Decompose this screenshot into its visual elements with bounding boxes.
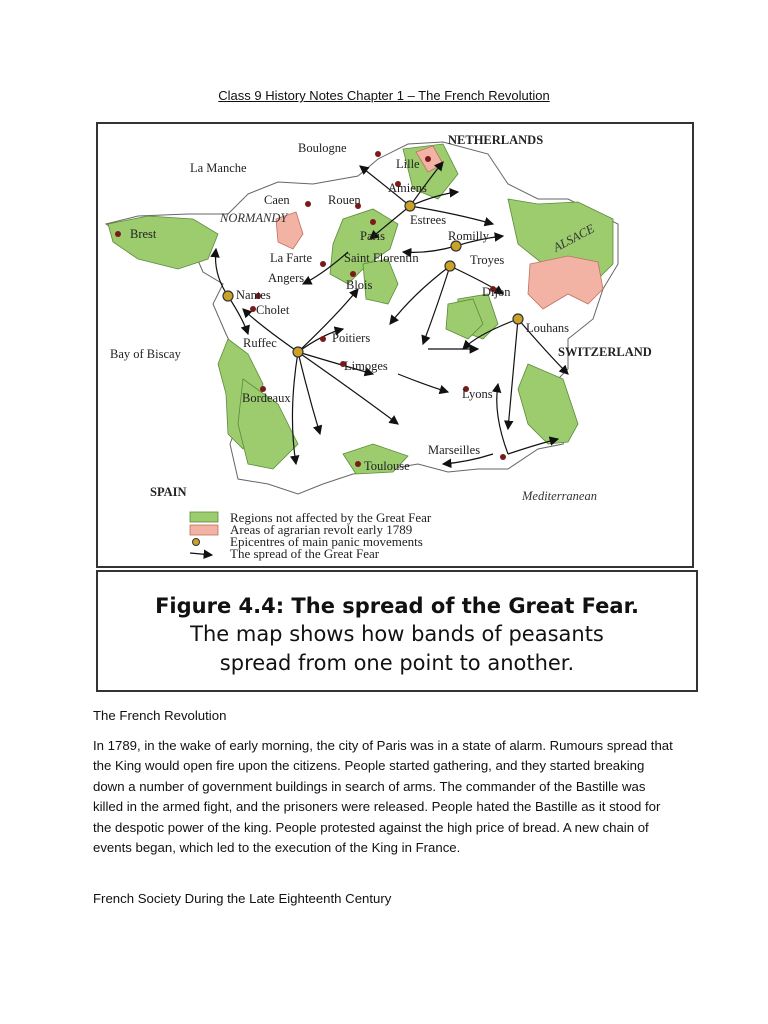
label-lyons: Lyons — [462, 387, 493, 401]
label-spain: SPAIN — [150, 485, 187, 499]
great-fear-map — [96, 122, 694, 568]
label-brest: Brest — [130, 227, 157, 241]
label-la-manche: La Manche — [190, 161, 247, 175]
label-marseilles: Marseilles — [428, 443, 481, 457]
figure-caption — [96, 570, 698, 692]
label-cholet: Cholet — [256, 303, 290, 317]
map-svg — [98, 124, 692, 566]
label-caen: Caen — [264, 193, 290, 207]
label-bordeaux: Bordeaux — [242, 391, 291, 405]
legend-arrow-icon — [190, 553, 212, 555]
label-poitiers: Poitiers — [332, 331, 371, 345]
figure-title: Figure 4.4: The spread of the Great Fear. — [155, 594, 639, 618]
label-angers: Angers — [268, 271, 305, 285]
label-romilly: Romilly — [448, 229, 489, 243]
legend-swatch-revolt — [190, 525, 218, 535]
label-louhans: Louhans — [526, 321, 570, 335]
france-outline — [106, 142, 618, 494]
page-title-text: Class 9 History Notes Chapter 1 – The French Revolution — [218, 88, 550, 103]
paragraph-1789: In 1789, in the wake of early morning, the city of Paris was in a state of alarm. Rumours spread that the King would open fire upon the citizens. People started gathering, and they started breaking down a number of government buildings in search of arms. The commander of the Bastille was killed in the armed fight, and the prisoners were released. People hated the Bastille as it stood for the despotic power of the king. People protested against the high price of bread. A new chain of events began, which led to the execution of the King in France. — [93, 738, 673, 856]
legend-item-unaffected: Regions not affected by the Great Fear — [230, 510, 432, 525]
label-la-farte: La Farte — [270, 251, 312, 265]
legend-swatch-unaffected — [190, 512, 218, 522]
label-limoges: Limoges — [344, 359, 388, 373]
label-blois: Blois — [346, 278, 373, 292]
page-title — [0, 88, 768, 103]
label-netherlands: NETHERLANDS — [448, 133, 544, 147]
label-rouen: Rouen — [328, 193, 361, 207]
map-legend — [190, 510, 432, 561]
section-heading-french-society: French Society During the Late Eighteenth Century — [93, 891, 392, 906]
label-bay-of-biscay: Bay of Biscay — [110, 347, 181, 361]
label-alsace: ALSACE — [550, 221, 597, 255]
label-mediterranean: Mediterranean — [522, 489, 597, 503]
legend-item-epicentre: Epicentres of main panic movements — [230, 534, 423, 549]
figure-caption-line-1: The map shows how bands of peasants — [190, 622, 604, 646]
label-paris: Paris — [360, 229, 385, 243]
legend-item-revolt: Areas of agrarian revolt early 1789 — [230, 522, 413, 537]
label-boulogne: Boulogne — [298, 141, 347, 155]
label-estrees: Estrees — [410, 213, 447, 227]
label-toulouse: Toulouse — [364, 459, 410, 473]
legend-item-spread: The spread of the Great Fear — [230, 546, 380, 561]
label-dijon: Dijon — [482, 285, 511, 299]
section-heading-french-revolution: The French Revolution — [93, 708, 227, 723]
label-lille: Lille — [396, 157, 420, 171]
label-troyes: Troyes — [470, 253, 505, 267]
label-saint-florentin: Saint Florentin — [344, 251, 419, 265]
label-ruffec: Ruffec — [243, 336, 277, 350]
label-nantes: Nantes — [236, 288, 271, 302]
legend-epicentre-icon — [193, 539, 200, 546]
figure-caption-line-2: spread from one point to another. — [219, 651, 575, 675]
label-amiens: Amiens — [388, 181, 427, 195]
label-normandy: NORMANDY — [220, 211, 288, 225]
label-switzerland: SWITZERLAND — [558, 345, 652, 359]
unaffected-region-brittany — [108, 216, 218, 269]
